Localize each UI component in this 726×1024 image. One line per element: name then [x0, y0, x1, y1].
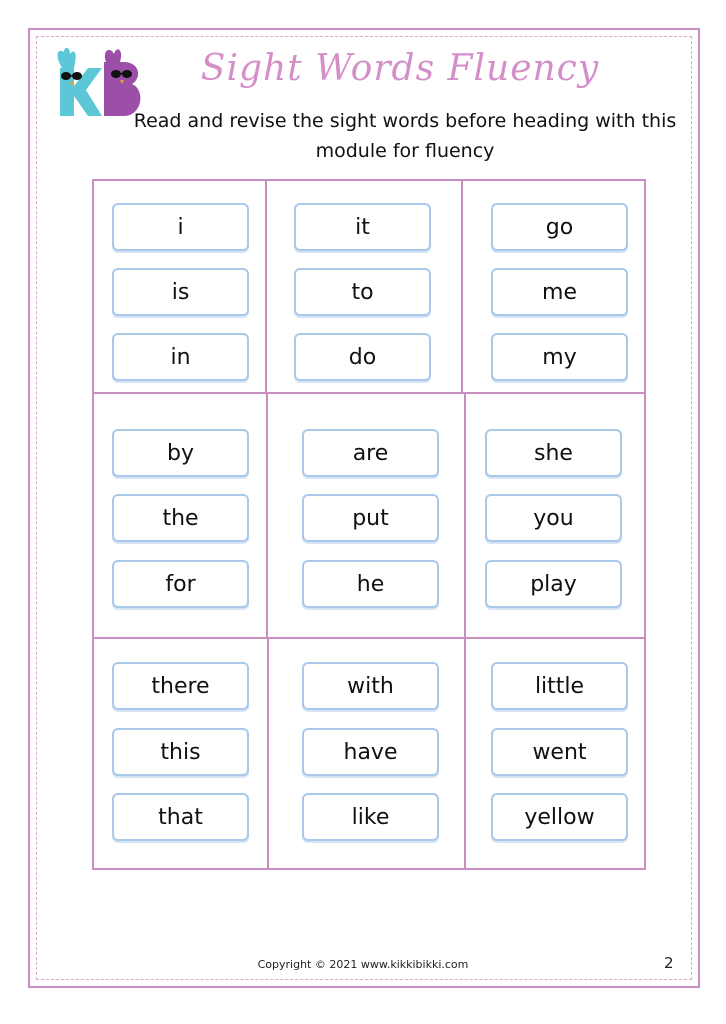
sight-word-card: she	[485, 429, 622, 477]
sight-word-card: are	[302, 429, 439, 477]
sight-word-card: by	[112, 429, 249, 477]
sight-word-card: to	[294, 268, 431, 316]
grid-divider	[94, 392, 646, 394]
sight-word-card: put	[302, 494, 439, 542]
sight-word-card: you	[485, 494, 622, 542]
sight-word-card: yellow	[491, 793, 628, 841]
sight-word-card: for	[112, 560, 249, 608]
sight-word-card: this	[112, 728, 249, 776]
page-title: Sight Words Fluency	[200, 48, 600, 89]
sight-word-card: go	[491, 203, 628, 251]
grid-divider	[94, 637, 646, 639]
copyright-text: Copyright © 2021 www.kikkibikki.com	[257, 958, 469, 971]
sight-word-card: i	[112, 203, 249, 251]
sight-word-card: the	[112, 494, 249, 542]
sight-word-card: my	[491, 333, 628, 381]
grid-divider	[464, 394, 466, 638]
sight-word-card: play	[485, 560, 622, 608]
sight-word-card: with	[302, 662, 439, 710]
sight-word-card: do	[294, 333, 431, 381]
grid-divider	[265, 181, 267, 393]
grid-divider	[464, 639, 466, 870]
sight-word-card: little	[491, 662, 628, 710]
sight-word-card: there	[112, 662, 249, 710]
sight-word-card: that	[112, 793, 249, 841]
grid-divider	[461, 181, 463, 393]
sight-word-card: he	[302, 560, 439, 608]
page-number: 2	[664, 954, 674, 972]
sight-word-card: went	[491, 728, 628, 776]
sight-word-card: is	[112, 268, 249, 316]
sight-word-card: in	[112, 333, 249, 381]
grid-divider	[267, 639, 269, 870]
grid-divider	[266, 394, 268, 638]
sight-word-card: me	[491, 268, 628, 316]
page-subtitle: Read and revise the sight words before heading with this module for fluency	[133, 110, 677, 162]
sight-word-card: have	[302, 728, 439, 776]
sight-word-card: like	[302, 793, 439, 841]
sight-word-card: it	[294, 203, 431, 251]
